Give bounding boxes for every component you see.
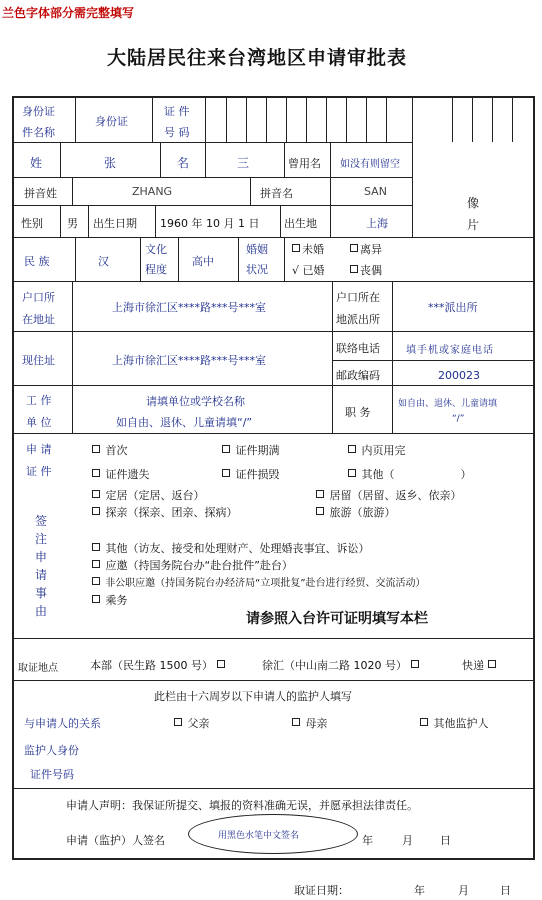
id-type-label: 身份证 件名称 [22,105,55,139]
police-station-value[interactable]: ***派出所 [428,301,478,314]
cert-option-first[interactable]: 首次 [92,442,128,458]
cert-option-lost[interactable]: 证件遗失 [92,466,150,482]
top-note: 兰色字体部分需完整填写 [2,6,135,20]
guardian-note: 此栏由十六周岁以下申请人的监护人填写 [154,690,352,703]
education-value[interactable]: 高中 [192,255,214,268]
cert-option-damaged[interactable]: 证件损毁 [222,466,280,482]
cert-option-pages-full[interactable]: 内页用完 [348,442,406,458]
job-title-hint-1[interactable]: 如自由、退休、儿童请填 [398,399,498,409]
pickup-option-headquarters[interactable]: 本部（民生路 1500 号） [90,657,227,673]
zip-value[interactable]: 200023 [438,369,480,382]
birthplace-label: 出生地 [284,217,317,230]
former-name-value[interactable]: 如没有则留空 [340,159,400,170]
pickup-date-year: 年 [414,884,425,897]
reason-option-invited[interactable]: 应邀（持国务院台办“赴台批件”赴台） [92,557,293,573]
education-label: 文化 程度 [145,243,167,276]
hukou-label: 户口所 在地址 [22,291,55,326]
marital-option-single[interactable]: 未婚 [292,241,324,257]
id-number-label: 证 件 号 码 [164,105,190,139]
reason-option-crew[interactable]: 乘务 [92,592,128,608]
signature-label: 申请（监护）人签名 [66,834,165,847]
relation-option-father[interactable]: 父亲 [174,715,210,731]
sign-date-month: 月 [402,834,413,847]
given-name-value[interactable]: 三 [237,156,250,170]
signature-hint: 用黑色水笔中文签名 [218,831,300,841]
reason-option-nonofficial-invited[interactable]: 非公职应邀（持国务院台办经济局“立项批复”赴台进行经贸、交流活动） [92,574,426,589]
pickup-date-month: 月 [458,884,469,897]
hukou-value[interactable]: 上海市徐汇区****路***号***室 [112,301,266,314]
page-title: 大陆居民往来台湾地区申请审批表 [107,47,408,69]
relation-option-mother[interactable]: 母亲 [292,715,328,731]
birthplace-value[interactable]: 上海 [366,217,388,230]
ethnicity-label: 民 族 [24,255,50,268]
dob-label: 出生日期 [93,217,137,230]
marital-label: 婚姻 状况 [246,243,268,276]
phone-value[interactable]: 填手机或家庭电话 [406,345,494,356]
photo-label: 像 片 [467,196,480,232]
police-station-label: 户口所在 地派出所 [336,291,380,326]
guardian-id-label-2: 证件号码 [30,768,74,781]
ethnicity-value[interactable]: 汉 [98,255,109,268]
work-unit-hint-1[interactable]: 请填单位或学校名称 [146,395,245,408]
work-unit-label: 工 作 单 位 [26,394,52,429]
cert-application-label: 申 请 证 件 [26,443,52,478]
reason-note: 请参照入台许可证明填写本栏 [246,611,428,627]
reason-option-residence[interactable]: 居留（居留、返乡、依亲） [316,487,462,503]
pinyin-given-label: 拼音名 [260,187,293,200]
check-mark-icon: √ [292,264,300,277]
job-title-hint-2[interactable]: “/” [452,414,465,424]
endorsement-reason-label: 签 注 申 请 事 由 [34,514,47,618]
pickup-date-day: 日 [500,884,511,897]
id-type-value[interactable]: 身份证 [95,115,128,128]
marital-option-widowed[interactable]: 丧偶 [350,262,382,278]
gender-label: 性别 [21,217,43,230]
pinyin-given-value[interactable]: SAN [364,185,387,198]
pinyin-surname-value[interactable]: ZHANG [132,185,173,198]
pinyin-surname-label: 拼音姓 [24,187,57,200]
marital-option-married[interactable]: √ 已婚 [292,264,325,277]
relation-option-other-guardian[interactable]: 其他监护人 [420,715,489,731]
reason-option-tourism[interactable]: 旅游（旅游） [316,504,396,520]
reason-option-other[interactable]: 其他（访友、接受和处理财产、处理婚丧事宜、诉讼） [92,540,370,556]
reason-option-settle[interactable]: 定居（定居、返台） [92,487,205,503]
cert-option-expired[interactable]: 证件期满 [222,442,280,458]
surname-value[interactable]: 张 [104,156,117,170]
gender-value[interactable]: 男 [67,217,78,230]
address-label: 现住址 [22,354,55,367]
pickup-date-label: 取证日期： [294,884,349,897]
cert-option-other[interactable]: 其他（ ） [348,466,472,482]
guardian-relation-label: 与申请人的关系 [24,717,101,730]
address-value[interactable]: 上海市徐汇区****路***号***室 [112,354,266,367]
surname-label: 姓 [30,156,43,170]
given-name-label: 名 [177,156,190,170]
checkbox[interactable] [350,244,358,252]
checkbox[interactable] [292,244,300,252]
reason-option-visit-relatives[interactable]: 探亲（探亲、团亲、探病） [92,504,238,520]
dob-value[interactable]: 1960 年 10 月 1 日 [160,217,260,230]
checkbox[interactable] [350,265,358,273]
guardian-id-label-1: 监护人身份 [24,744,79,757]
pickup-option-xuhui[interactable]: 徐汇（中山南二路 1020 号） [262,657,421,673]
pickup-option-express[interactable]: 快递 [462,657,498,673]
marital-option-divorced[interactable]: 离异 [350,241,382,257]
zip-label: 邮政编码 [336,369,380,382]
job-title-label: 职 务 [345,406,371,419]
sign-date-year: 年 [362,834,373,847]
phone-label: 联络电话 [336,342,380,355]
former-name-label: 曾用名 [288,157,321,170]
work-unit-hint-2[interactable]: 如自由、退休、儿童请填“/” [116,416,253,429]
pickup-location-label: 取证地点 [18,663,58,674]
declaration-text: 申请人声明：我保证所提交、填报的资料准确无误，并愿承担法律责任。 [66,799,418,812]
sign-date-day: 日 [440,834,451,847]
